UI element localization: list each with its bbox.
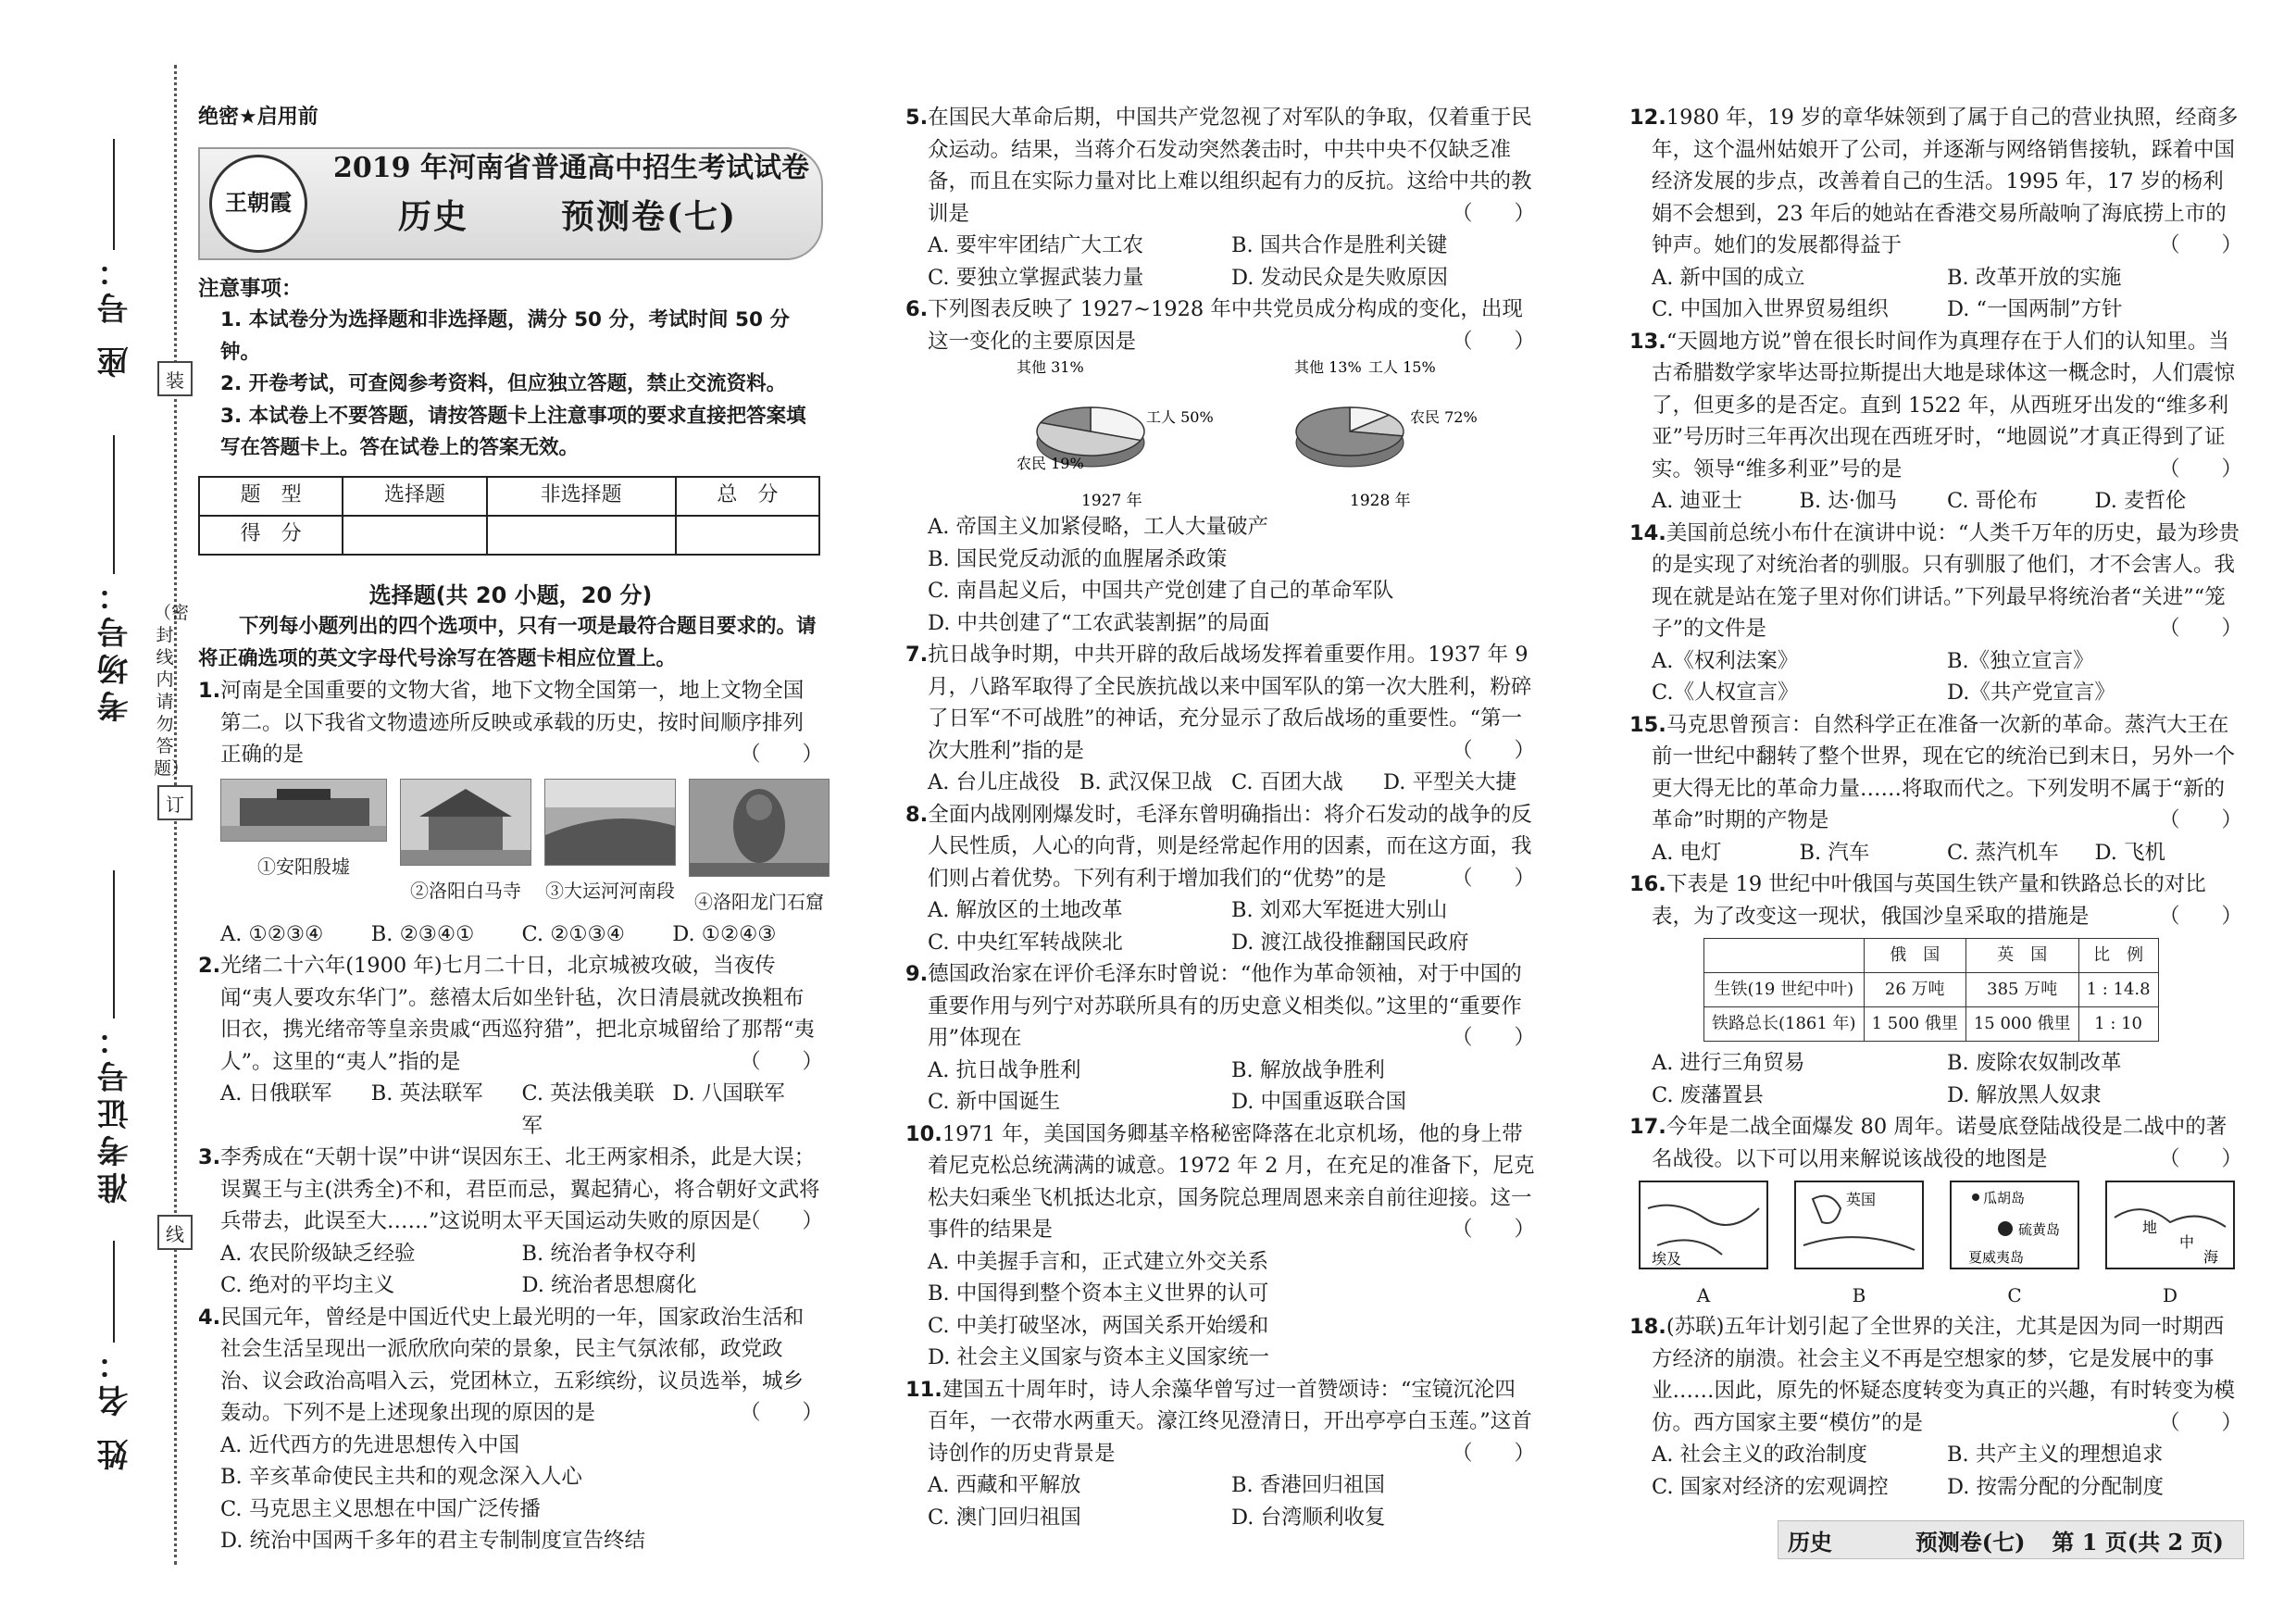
q17-maps [1629, 1181, 2242, 1311]
q14-option-a[interactable]: A.《权利法案》 [1652, 648, 1799, 673]
q1-image-1 [220, 779, 387, 918]
q15-paren: （ ） [2158, 808, 2242, 832]
q9-option-c[interactable]: C. 新中国诞生 [928, 1090, 1061, 1114]
q3-options-row1 [198, 1238, 823, 1270]
pie-1928-title: 1928 年 [1350, 492, 1411, 510]
q14-options-row1 [1629, 645, 2242, 678]
q1-caption-2: ②洛阳白马寺 [410, 880, 521, 902]
q2-text: 光绪二十六年(1900 年)七月二十日，北京城被攻破，当夜传闻“夷人要攻东华门”。慈禧太后如坐针毡，次日清晨就改换粗布旧衣，携光绪帝等皇亲贵戚“西巡狩猎”，把北京城留给了那帮“夷人”。这里的“夷人”指的是 [220, 954, 816, 1074]
table-cell [1704, 939, 1865, 973]
table-row [1704, 939, 2159, 973]
q18-paren: （ ） [2158, 1410, 2242, 1435]
q1-option-c[interactable]: C. ②①③④ [521, 921, 625, 946]
pie-1928-label-worker: 工人 15% [1368, 358, 1436, 376]
secret-label: 绝密★启用前 [198, 106, 318, 129]
q16-table [1703, 938, 2159, 1042]
q8-option-a[interactable]: A. 解放区的土地改革 [928, 898, 1123, 922]
score-cell[interactable] [676, 516, 819, 555]
q7-option-c[interactable]: C. 百团大战 [1231, 770, 1343, 794]
q1-options [198, 918, 823, 951]
q1-caption-3: ③大运河河南段 [545, 880, 675, 902]
q6-option-d[interactable]: D. 中共创建了“工农武装割据”的局面 [928, 610, 1270, 635]
q14-option-d[interactable]: D.《共产党宣言》 [1947, 681, 2115, 705]
q3-text: 李秀成在“天朝十误”中讲“误因东王、北王两家相杀，此是大误；误翼王与主(洪秀全)不和，君臣而忌，翼起猜心，将合朝好文武将兵带去，此误至大……”这说明太平天国运动失败的原因是 [220, 1145, 820, 1233]
notice-item-1: 1. 本试卷分为选择题和非选择题，满分 50 分，考试时间 50 分钟。 [220, 308, 790, 364]
q5-option-b[interactable]: B. 国共合作是胜利关键 [1231, 233, 1448, 257]
q15-options [1629, 837, 2242, 869]
q1-image-3 [544, 779, 676, 918]
q14-paren: （ ） [2158, 617, 2242, 641]
q16-options-row2 [1629, 1080, 2242, 1112]
map-d-label: D [2162, 1283, 2178, 1306]
exam-id-label: 准考证号： [97, 1018, 134, 1204]
q9-options-row1 [905, 1055, 1535, 1087]
q15-option-b[interactable]: B. 汽车 [1799, 840, 1870, 865]
q18-option-d[interactable]: D. 按需分配的分配制度 [1947, 1474, 2165, 1499]
map-d[interactable] [2105, 1181, 2235, 1311]
q16-number: 16. [1629, 872, 1666, 896]
table-cell: 比 例 [2078, 939, 2158, 973]
q12-number: 12. [1629, 106, 1666, 130]
score-cell: 题 型 [199, 477, 343, 516]
q8-options-row2 [905, 927, 1535, 959]
party-composition-charts [980, 357, 1498, 511]
notice-item-3: 3. 本试卷上不要答题，请按答题卡上注意事项的要求直接把答案填写在答题卡上。答在试卷上的答案无效。 [220, 404, 806, 459]
q15-number: 15. [1629, 712, 1666, 737]
binding-mark-zhuang: 装 [157, 361, 193, 396]
map-c[interactable] [1950, 1181, 2079, 1311]
q7-paren: （ ） [1451, 738, 1535, 763]
q1-image-2 [400, 779, 531, 918]
table-cell: 385 万吨 [1965, 973, 2078, 1007]
question-8 [905, 799, 1535, 959]
q11-option-a[interactable]: A. 西藏和平解放 [928, 1473, 1081, 1497]
q8-option-d[interactable]: D. 渡江战役推翻国民政府 [1231, 930, 1469, 955]
question-13 [1629, 326, 2242, 518]
table-cell: 1 500 俄里 [1864, 1007, 1965, 1042]
q7-option-a[interactable]: A. 台儿庄战役 [928, 770, 1061, 794]
table-cell: 26 万吨 [1864, 973, 1965, 1007]
edition-title: 预测卷(七) [561, 196, 738, 236]
q16-text: 下表是 19 世纪中叶俄国与英国生铁产量和铁路总长的对比表，为了改变这一现状，俄国沙皇采取的措施是 [1652, 872, 2206, 929]
question-12 [1629, 102, 2242, 326]
map-d-image [2105, 1181, 2235, 1269]
q13-paren: （ ） [2158, 456, 2242, 481]
q12-text: 1980 年，19 岁的章华妹领到了属于自己的营业执照，经商多年，这个温州姑娘开了公司，并逐渐与网络销售接轨，踩着中国经济发展的步点，改善着自己的生活。1995 年，17 岁的杨利娟不会想到，23 年后的她站在香港交易所敲响了海底捞上市的钟声。她们的发展都得益于 [1652, 106, 2239, 257]
question-1 [198, 675, 823, 950]
q15-option-d[interactable]: D. 飞机 [2094, 840, 2166, 865]
score-cell: 非选择题 [487, 477, 676, 516]
baimasi-image [400, 779, 531, 866]
q7-option-b[interactable]: B. 武汉保卫战 [1079, 770, 1213, 794]
q1-option-b[interactable]: B. ②③④① [370, 921, 475, 946]
q4-text: 民国元年，曾经是中国近代史上最光明的一年，国家政治生活和社会生活呈现出一派欣欣向荣的景象，民主气氛浓郁，政党政治、议会政治高唱入云，党团林立，五彩缤纷，议员选举，城乡轰动。下列不是上述现象出现的原因的是 [220, 1305, 805, 1425]
q1-number: 1. [198, 679, 221, 703]
q7-text: 抗日战争时期，中共开辟的敌后战场发挥着重要作用。1937 年 9 月，八路军取得了全民族抗战以来中国军队的第一次大胜利，粉碎了日军“不可战胜”的神话，充分显示了敌后战场的重要性。“第一次大胜利”指的是 [928, 643, 1532, 763]
q9-option-a[interactable]: A. 抗日战争胜利 [928, 1057, 1081, 1082]
q5-option-c[interactable]: C. 要独立掌握武装力量 [928, 265, 1144, 290]
binding-mark-xian: 线 [157, 1215, 193, 1250]
q3-options-row2 [198, 1269, 823, 1302]
q18-number: 18. [1629, 1315, 1666, 1339]
question-15 [1629, 709, 2242, 869]
q14-text: 美国前总统小布什在演讲中说：“人类千万年的历史，最为珍贵的是实现了对统治者的驯服。只有驯服了他们，才不会害人。我现在就是站在笼子里对你们讲话。”下列最早将统治者“关进”“笼子”的文件是 [1652, 520, 2240, 641]
room-line [113, 435, 115, 574]
seat-field[interactable] [93, 139, 148, 378]
notice-block [198, 273, 823, 465]
q12-option-c[interactable]: C. 中国加入世界贸易组织 [1652, 297, 1889, 321]
q8-number: 8. [905, 802, 929, 827]
q12-paren: （ ） [2158, 233, 2242, 257]
question-17 [1629, 1111, 2242, 1311]
map-b-label: B [1852, 1283, 1866, 1306]
question-6 [905, 294, 1535, 639]
map-c-label: C [2007, 1283, 2022, 1306]
q10-number: 10. [905, 1121, 942, 1146]
seat-label: 座 号： [97, 250, 134, 378]
q5-text: 在国民大革命后期，中国共产党忽视了对军队的争取，仅着重于民众运动。结果，当蒋介石发动突然袭击时，中共中央不仅缺乏准备，而且在实际力量对比上难以组织起有力的反抗。这给中共的教训是 [928, 106, 1532, 226]
q7-option-d[interactable]: D. 平型关大捷 [1383, 770, 1517, 794]
longmen-image [689, 779, 830, 877]
notice-item-2: 2. 开卷考试，可查阅参考资料，但应独立答题，禁止交流资料。 [220, 372, 787, 395]
q11-paren: （ ） [1451, 1441, 1535, 1466]
q16-options-row1 [1629, 1047, 2242, 1080]
map-d-text-1: 地 [2142, 1218, 2158, 1236]
q2-paren: （ ） [739, 1049, 823, 1074]
exam-id-line [113, 870, 115, 1018]
seat-line [113, 139, 115, 250]
q18-option-a[interactable]: A. 社会主义的政治制度 [1652, 1443, 1868, 1467]
q13-option-b[interactable]: B. 达·伽马 [1799, 489, 1897, 513]
question-14 [1629, 518, 2242, 709]
q10-option-c[interactable]: C. 中美打破坚冰，两国关系开始缓和 [928, 1313, 1269, 1338]
table-cell: 1 : 10 [2078, 1007, 2158, 1042]
q9-paren: （ ） [1451, 1026, 1535, 1050]
room-field[interactable] [93, 435, 148, 722]
map-d-text-3: 海 [2203, 1248, 2219, 1266]
q4-option-a[interactable]: A. 近代西方的先进思想传入中国 [220, 1432, 520, 1457]
pie-1927-label-worker: 工人 50% [1146, 408, 1214, 426]
q11-option-d[interactable]: D. 台湾顺利收复 [1231, 1505, 1386, 1530]
q5-option-a[interactable]: A. 要牢牢团结广大工农 [928, 233, 1144, 257]
q1-image-4 [689, 779, 830, 918]
map-a-text: 埃及 [1652, 1250, 1682, 1268]
column-3 [1629, 102, 2242, 1503]
table-cell: 英 国 [1965, 939, 2078, 973]
q7-options [905, 767, 1535, 799]
q15-option-a[interactable]: A. 电灯 [1652, 840, 1722, 865]
pie-1927-title: 1927 年 [1081, 492, 1142, 510]
table-cell: 生铁(19 世纪中叶) [1704, 973, 1865, 1007]
notice-title: 注意事项： [198, 276, 303, 301]
q1-text: 河南是全国重要的文物大省，地下文物全国第一，地上文物全国第二。以下我省文物遗迹所反映或承载的历史，按时间顺序排列正确的是 [220, 679, 805, 767]
subject-title: 历史 [398, 196, 469, 236]
map-c-text-1: 瓜胡岛 [1983, 1190, 2026, 1206]
pie-1927-label-farmer: 农民 19% [1017, 455, 1084, 472]
table-cell: 1 : 14.8 [2078, 973, 2158, 1007]
q2-options [198, 1078, 823, 1142]
q16-option-b[interactable]: B. 废除农奴制改革 [1947, 1051, 2122, 1075]
q8-text: 全面内战刚刚爆发时，毛泽东曾明确指出：将介石发动的战争的反人民性质，人心的向背，则是经常起作用的因素，而在这方面，我们则占着优势。下列有利于增加我们的“优势”的是 [928, 802, 1532, 891]
question-16 [1629, 868, 2242, 1111]
q16-option-a[interactable]: A. 进行三角贸易 [1652, 1051, 1805, 1075]
name-field[interactable] [93, 1241, 148, 1470]
binding-mark-ding: 订 [157, 785, 193, 820]
table-cell: 15 000 俄里 [1965, 1007, 2078, 1042]
question-18 [1629, 1311, 2242, 1503]
q5-options-row2 [905, 262, 1535, 294]
name-label: 姓 名： [97, 1343, 134, 1470]
pie-1928-label-farmer: 农民 72% [1410, 408, 1478, 426]
q14-option-c[interactable]: C.《人权宣言》 [1652, 681, 1799, 705]
question-4 [198, 1302, 823, 1557]
question-2 [198, 950, 823, 1142]
q9-option-d[interactable]: D. 中国重返联合国 [1231, 1090, 1407, 1114]
q9-option-b[interactable]: B. 解放战争胜利 [1231, 1057, 1385, 1082]
q12-option-b[interactable]: B. 改革开放的实施 [1947, 265, 2122, 290]
q17-number: 17. [1629, 1115, 1666, 1139]
exam-title: 2019 年河南省普通高中招生考试试卷 [333, 151, 809, 184]
map-c-text-3: 夏威夷岛 [1968, 1249, 2025, 1266]
q8-options-row1 [905, 894, 1535, 927]
score-cell: 总 分 [676, 477, 819, 516]
question-5 [905, 102, 1535, 294]
footer-page: 第 1 页(共 2 页) [2052, 1528, 2224, 1556]
map-b-image [1794, 1181, 1924, 1269]
page-footer [1778, 1520, 2244, 1559]
q18-options-row2 [1629, 1471, 2242, 1504]
logo-seal [209, 155, 307, 253]
table-cell: 铁路总长(1861 年) [1704, 1007, 1865, 1042]
question-3 [198, 1142, 823, 1302]
q5-options-row1 [905, 230, 1535, 262]
table-cell: 俄 国 [1864, 939, 1965, 973]
q18-option-c[interactable]: C. 国家对经济的宏观调控 [1652, 1474, 1889, 1499]
q12-option-d[interactable]: D. “一国两制”方针 [1947, 297, 2123, 321]
q13-number: 13. [1629, 329, 1666, 354]
q4-paren: （ ） [739, 1401, 823, 1425]
grand-canal-image [544, 779, 676, 866]
q14-number: 14. [1629, 520, 1666, 545]
q12-options-row2 [1629, 294, 2242, 326]
q13-option-a[interactable]: A. 迪亚士 [1652, 489, 1743, 513]
q9-text: 德国政治家在评价毛泽东时曾说：“他作为革命领袖，对于中国的重要作用与列宁对苏联所具有的历史意义相类似。”这里的“重要作用”体现在 [928, 962, 1522, 1050]
pie-chart-1928 [1296, 407, 1404, 467]
score-cell[interactable] [343, 516, 486, 555]
q11-option-b[interactable]: B. 香港回归祖国 [1231, 1473, 1385, 1497]
q3-number: 3. [198, 1145, 221, 1169]
q6-option-b[interactable]: B. 国民党反动派的血腥屠杀政策 [928, 546, 1228, 571]
q11-option-c[interactable]: C. 澳门回归祖国 [928, 1505, 1081, 1530]
q5-option-d[interactable]: D. 发动民众是失败原因 [1231, 265, 1449, 290]
q5-paren: （ ） [1451, 201, 1535, 226]
question-7 [905, 639, 1535, 799]
q6-option-c[interactable]: C. 南昌起义后，中国共产党创建了自己的革命军队 [928, 579, 1394, 603]
q18-option-b[interactable]: B. 共产主义的理想追求 [1947, 1443, 2164, 1467]
q3-option-b[interactable]: B. 统治者争权夺利 [521, 1241, 696, 1266]
q8-option-c[interactable]: C. 中央红军转战陕北 [928, 930, 1123, 955]
name-line [113, 1241, 115, 1343]
q17-paren: （ ） [2158, 1146, 2242, 1171]
pie-1928-label-other: 其他 13% [1294, 358, 1362, 376]
q13-option-d[interactable]: D. 麦哲伦 [2094, 489, 2187, 513]
q11-options-row1 [905, 1469, 1535, 1502]
q1-option-a[interactable]: A. ①②③④ [220, 921, 324, 946]
q10-text: 1971 年，美国国务卿基辛格秘密降落在北京机场，他的身上带着尼克松总统满满的诚意。1972 年 2 月，在充足的准备下，尼克松夫妇乘坐飞机抵达北京，国务院总理周恩来亲自前往迎接。这一事件的结果是 [928, 1121, 1535, 1242]
logo-text: 王朝霞 [225, 189, 292, 217]
q8-option-b[interactable]: B. 刘邓大军挺进大别山 [1231, 898, 1448, 922]
q2-option-a[interactable]: A. 日俄联军 [220, 1081, 332, 1106]
q12-options-row1 [1629, 262, 2242, 294]
q2-number: 2. [198, 954, 221, 978]
map-c-text-2: 硫黄岛 [2018, 1221, 2061, 1238]
section-title: 选择题(共 20 小题，20 分) [368, 581, 653, 608]
q1-images [198, 779, 823, 918]
q6-text: 下列图表反映了 1927~1928 年中共党员成分构成的变化，出现这一变化的主要原因是 [928, 297, 1523, 354]
q3-option-a[interactable]: A. 农民阶级缺乏经验 [220, 1241, 416, 1266]
q13-option-c[interactable]: C. 哥伦布 [1947, 489, 2039, 513]
footer-subject: 历史 [1788, 1528, 1832, 1556]
score-cell: 得 分 [199, 516, 343, 555]
q3-option-d[interactable]: D. 统治者思想腐化 [521, 1273, 697, 1297]
q14-option-b[interactable]: B.《独立宣言》 [1947, 648, 2094, 673]
q12-option-a[interactable]: A. 新中国的成立 [1652, 265, 1805, 290]
column-2 [905, 102, 1535, 1533]
q1-option-d[interactable]: D. ①②④③ [672, 921, 777, 946]
q2-option-d[interactable]: D. 八国联军 [672, 1081, 785, 1106]
q11-text: 建国五十周年时，诗人余藻华曾写过一首赞颂诗：“宝镜沉沦四百年，一衣带水两重天。濠江终见澄清日，开出亭亭白玉莲。”这首诗创作的历史背景是 [928, 1377, 1532, 1466]
q13-options [1629, 485, 2242, 518]
q10-option-d[interactable]: D. 社会主义国家与资本主义国家统一 [928, 1345, 1270, 1369]
table-row [1704, 1007, 2159, 1042]
q1-paren: （ ） [739, 743, 823, 767]
q3-option-c[interactable]: C. 绝对的平均主义 [220, 1273, 395, 1297]
q7-number: 7. [905, 643, 929, 667]
room-label: 考场号： [97, 574, 134, 722]
q1-caption-4: ④洛阳龙门石窟 [694, 891, 824, 913]
q18-text: (苏联)五年计划引起了全世界的关注，尤其是因为同一时期西方经济的崩溃。社会主义不再是空想家的梦，它是发展中的事业……因此，原先的怀疑态度转变为真正的兴趣，有时转变为模仿。西方国家主要“模仿”的是 [1652, 1315, 2236, 1435]
q9-options-row2 [905, 1086, 1535, 1118]
q13-text: “天圆地方说”曾在很长时间作为真理存在于人们的认知里。当古希腊数学家毕达哥拉斯提出大地是球体这一概念时，人们震惊了，但更多的是否定。直到 1522 年，从西班牙出发的“维多利亚”号历时三年再次出现在西班牙时，“地圆说”才真正得到了证实。领导“维多利亚”号的是 [1652, 329, 2236, 481]
column-1 [198, 102, 823, 1557]
q10-option-a[interactable]: A. 中美握手言和，正式建立外交关系 [928, 1249, 1269, 1274]
q11-number: 11. [905, 1377, 942, 1402]
q16-option-c[interactable]: C. 废藩置县 [1652, 1082, 1764, 1107]
q8-paren: （ ） [1451, 866, 1535, 891]
q6-paren: （ ） [1451, 329, 1535, 354]
q2-option-b[interactable]: B. 英法联军 [370, 1081, 483, 1106]
map-a-label: A [1696, 1283, 1711, 1306]
exam-id-field[interactable] [93, 870, 148, 1204]
q10-option-b[interactable]: B. 中国得到整个资本主义世界的认可 [928, 1281, 1269, 1306]
score-cell[interactable] [487, 516, 676, 555]
question-9 [905, 958, 1535, 1118]
map-d-text-2: 中 [2179, 1233, 2195, 1251]
q2-option-c[interactable]: C. 英法俄美联军 [521, 1081, 655, 1138]
q6-number: 6. [905, 297, 929, 321]
q15-text: 马克思曾预言：自然科学正在准备一次新的革命。蒸汽大王在前一世纪中翻转了整个世界，现在它的统治已到末日，另外一个更大得无比的革命力量……将取而代之。下列发明不属于“新的革命”时期的产物是 [1652, 712, 2236, 832]
q4-option-b[interactable]: B. 辛亥革命使民主共和的观念深入人心 [220, 1465, 582, 1489]
q18-options-row1 [1629, 1439, 2242, 1471]
q10-paren: （ ） [1451, 1218, 1535, 1242]
q4-number: 4. [198, 1305, 221, 1330]
pie-1927-label-other: 其他 31% [1017, 358, 1084, 376]
score-table [198, 476, 820, 556]
section-intro: 下列每小题列出的四个选项中，只有一项是最符合题目要求的。请将正确选项的英文字母代号涂写在答题卡相应位置上。 [198, 615, 817, 670]
map-a[interactable] [1639, 1181, 1768, 1311]
score-cell: 选择题 [343, 477, 486, 516]
map-b-text: 英国 [1846, 1191, 1877, 1208]
q9-number: 9. [905, 962, 929, 986]
q17-text: 今年是二战全面爆发 80 周年。诺曼底登陆战役是二战中的著名战役。以下可以用来解说该战役的地图是 [1652, 1115, 2227, 1171]
q6-option-a[interactable]: A. 帝国主义加紧侵略，工人大量破产 [928, 515, 1269, 539]
map-c-image [1950, 1181, 2079, 1269]
q14-options-row2 [1629, 677, 2242, 709]
table-row [1704, 973, 2159, 1007]
map-a-image [1639, 1181, 1768, 1269]
yinxu-image [220, 779, 387, 842]
title-banner [198, 147, 823, 260]
q5-number: 5. [905, 106, 929, 130]
q16-paren: （ ） [2158, 904, 2242, 929]
q1-caption-1: ①安阳殷墟 [257, 856, 350, 878]
q3-paren: （ ） [739, 1209, 823, 1233]
footer-edition: 预测卷(七) [1915, 1528, 2026, 1556]
map-b[interactable] [1794, 1181, 1924, 1311]
binding-note: （密封线内请勿答题） [154, 603, 190, 779]
q15-option-c[interactable]: C. 蒸汽机车 [1947, 840, 2059, 865]
q4-option-c[interactable]: C. 马克思主义思想在中国广泛传播 [220, 1496, 541, 1521]
question-11 [905, 1374, 1535, 1534]
q4-option-d[interactable]: D. 统治中国两千多年的君主专制制度宣告终结 [220, 1529, 646, 1553]
question-10 [905, 1118, 1535, 1374]
q16-option-d[interactable]: D. 解放黑人奴隶 [1947, 1082, 2102, 1107]
q11-options-row2 [905, 1502, 1535, 1534]
